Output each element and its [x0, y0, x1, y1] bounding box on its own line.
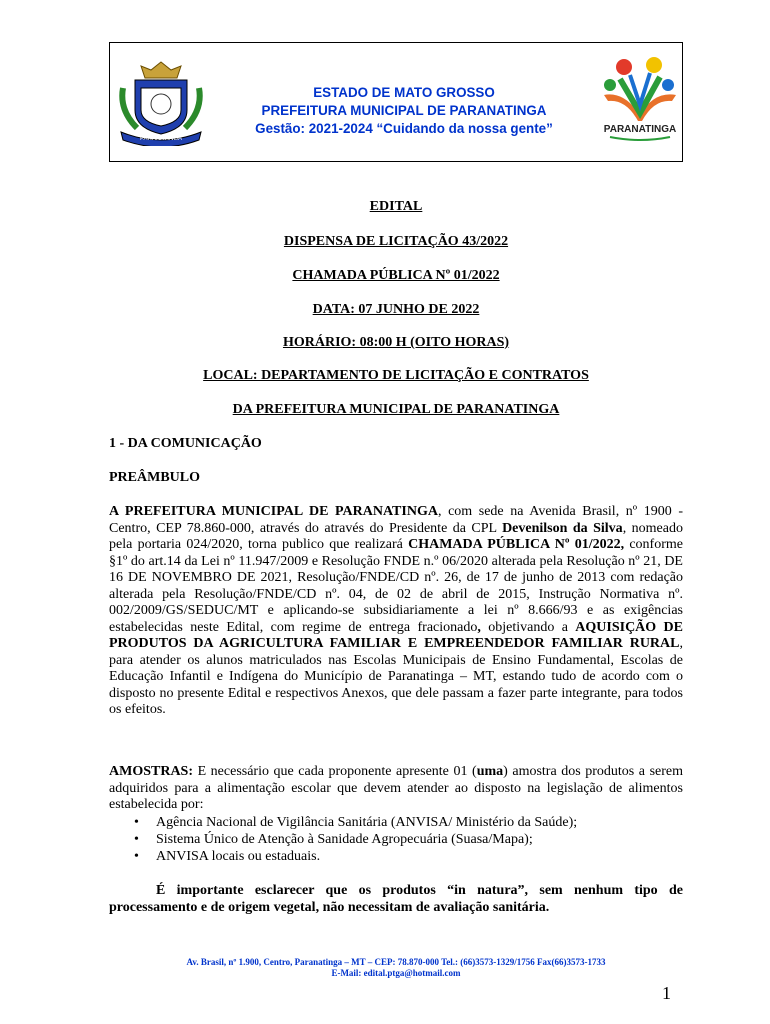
important-note: É importante esclarecer que os produtos “in natura”, sem nenhum tipo de processamento e de origem vegetal, não necessitam de avaliação sanitária. — [109, 883, 683, 915]
preamble-text-2: , nomeado pela portaria 024/2020, torna publico que realizará — [109, 520, 683, 552]
title-local-1: LOCAL: DEPARTAMENTO DE LICITAÇÃO E CONTRATOS — [203, 368, 589, 383]
preamble-text-5: , para atender os alunos matriculados nas Escolas Municipais de Ensino Fundamental, Escolas de Educação Infantil e Indígena do Município de Paranatinga – MT, estando tudo de acordo com o disposto no presente Edital e respectivos Anexos, que dele passam a fazer parte integrante, para todos os efeitos. — [109, 636, 683, 717]
title-dispensa: DISPENSA DE LICITAÇÃO 43/2022 — [283, 234, 509, 249]
amostras-paragraph — [109, 764, 683, 814]
amostras-text-1: E necessário que cada proponente apresente 01 ( — [193, 764, 477, 779]
header-prefecture: PREFEITURA MUNICIPAL DE PARANATINGA — [261, 103, 547, 118]
preamble-bold-2: Devenilson da Silva — [502, 520, 623, 536]
footer-email: E-Mail: edital.ptga@hotmail.com — [331, 968, 461, 978]
amostras-list — [109, 814, 683, 865]
header-state: ESTADO DE MATO GROSSO — [313, 85, 495, 100]
title-edital: EDITAL — [369, 199, 423, 214]
preamble-bold-5: AQUISIÇÃO DE PRODUTOS DA AGRICULTURA FAMILIAR E EMPREENDEDOR FAMILIAR RURAL — [109, 619, 683, 651]
footer-address: Av. Brasil, nº 1.900, Centro, Paranatinga – MT – CEP: 78.870-000 Tel.: (66)3573-1329/1756 Fax(66)3573-1733 — [186, 957, 606, 967]
list-item: • Agência Nacional de Vigilância Sanitária (ANVISA/ Ministério da Saúde); — [109, 814, 683, 831]
title-chamada: CHAMADA PÚBLICA Nº 01/2022 — [292, 268, 500, 283]
coat-of-arms-banner: PARANATINGA — [139, 136, 183, 142]
preamble-text-4: objetivando a — [480, 619, 576, 635]
header-text — [214, 84, 594, 138]
preamble-bold-4: , — [477, 619, 481, 635]
header-management: Gestão: 2021-2024 “Cuidando da nossa gente” — [255, 121, 553, 136]
preamble-text-3: conforme §1º do art.14 da Lei nº 11.947/2009 e Resolução FNDE n.º 06/2020 alterada pela Resolução nº 21, DE 16 DE NOVEMBRO DE 2021, Resolução/FNDE/CD nº. 26, de 17 de junho de 2013 com redação alterada pela Resolução/FNDE/CD nº. 04, de 02 de abril de 2015, Instrução Normativa nº. 002/2009/GS/SEDUC/MT e aplicando-se subsidiariamente a lei nº 8.666/93 e as exigências estabelecidas neste Edital, com regime de entrega fracionado — [109, 537, 683, 635]
title-local-2: DA PREFEITURA MUNICIPAL DE PARANATINGA — [232, 402, 560, 417]
page-number: 1 — [662, 983, 671, 1003]
section-comunicacao: 1 - DA COMUNICAÇÃO — [109, 436, 262, 451]
preamble-bold-3: CHAMADA PÚBLICA Nº 01/2022, — [408, 537, 625, 552]
title-data: DATA: 07 JUNHO DE 2022 — [312, 302, 480, 317]
municipal-coat-of-arms-icon — [115, 58, 207, 146]
right-logo-label: PARANATINGA — [603, 124, 677, 135]
list-item: • ANVISA locais ou estaduais. — [109, 848, 683, 865]
section-preambulo: PREÂMBULO — [109, 470, 200, 485]
preamble-paragraph — [109, 504, 683, 719]
list-item: • Sistema Único de Atenção à Sanidade Agropecuária (Suasa/Mapa); — [109, 831, 683, 848]
paranatinga-logo-icon — [600, 55, 680, 147]
footer — [109, 957, 683, 979]
amostras-label: AMOSTRAS: — [109, 764, 194, 779]
preamble-bold-1: A PREFEITURA MUNICIPAL DE PARANATINGA — [109, 504, 438, 519]
amostras-bold: uma — [476, 764, 504, 779]
title-horario: HORÁRIO: 08:00 H (OITO HORAS) — [282, 335, 510, 350]
preamble-text-1: , com sede na Avenida Brasil, nº 1900 - Centro, CEP 78.860-000, através do através do Presidente da CPL — [109, 504, 683, 536]
amostras-text-2: ) amostra dos produtos a serem adquiridos para a alimentação escolar que devem atender ao disposto na legislação de alimentos estabelecida por: — [109, 764, 683, 812]
